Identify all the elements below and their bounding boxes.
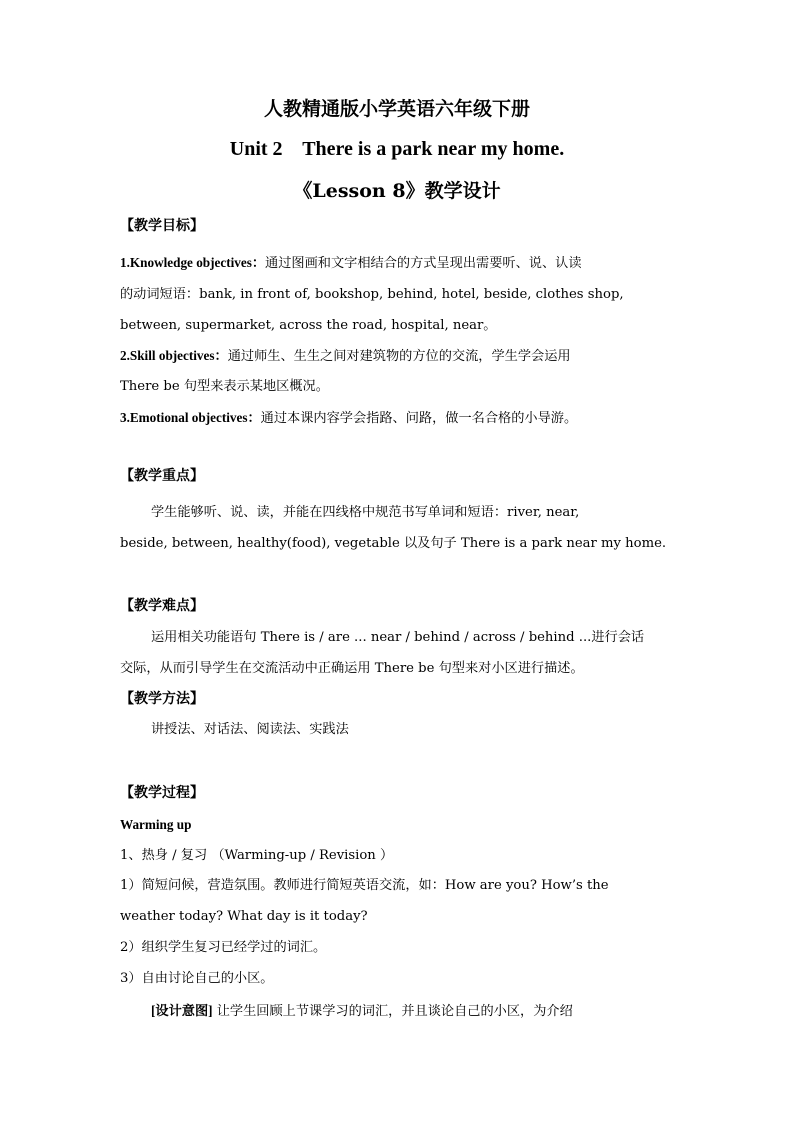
skill-objectives-line-2: There be 句型来表示某地区概况。	[120, 379, 329, 394]
unit-title: Unit 2 There is a park near my home.	[229, 138, 565, 160]
knowledge-objectives-text: 通过图画和文字相结合的方式呈现出需要听、说、认读	[265, 256, 582, 271]
process-item-3: 3）自由讨论自己的小区。	[120, 971, 274, 986]
section-heading-key-points: 【教学重点】	[120, 468, 204, 484]
design-intent-text: 让学生回顾上节课学习的词汇，并且谈论自己的小区，为介绍	[212, 1004, 573, 1019]
knowledge-objectives-line-3: between, supermarket, across the road, hospital, near。	[120, 318, 497, 333]
warming-up-heading: Warming up	[120, 817, 192, 832]
knowledge-objectives-label: 1.Knowledge objectives：	[120, 255, 266, 270]
document-title: 人教精通版小学英语六年级下册	[263, 98, 530, 120]
process-item-1-line-2: weather today? What day is it today?	[120, 909, 368, 924]
emotional-objectives-line	[120, 408, 680, 429]
process-step-1: 1、热身 / 复习 （Warming-up / Revision ）	[120, 848, 394, 863]
section-heading-difficulties: 【教学难点】	[120, 598, 204, 614]
difficulties-line-1: 运用相关功能语句 There is / are ... near / behind / across / behind ...进行会话	[151, 630, 645, 645]
section-heading-objectives: 【教学目标】	[120, 218, 204, 234]
skill-objectives-text: 通过师生、生生之间对建筑物的方位的交流，学生学会运用	[227, 349, 571, 364]
design-intent-label: [设计意图]	[151, 1003, 213, 1018]
emotional-objectives-label: 3.Emotional objectives：	[120, 410, 261, 425]
section-heading-methods: 【教学方法】	[120, 691, 204, 707]
process-item-2: 2）组织学生复习已经学过的词汇。	[120, 940, 327, 955]
lesson-title: 《Lesson 8》教学设计	[293, 180, 501, 202]
knowledge-objectives-line	[120, 253, 680, 274]
process-item-1-line-1: 1）简短问候，营造氛围。教师进行简短英语交流，如：How are you? How’s the	[120, 878, 609, 893]
methods-text: 讲授法、对话法、阅读法、实践法	[151, 722, 349, 737]
key-points-line-2: beside, between, healthy(food), vegetable 以及句子 There is a park near my home.	[120, 536, 667, 551]
difficulties-line-2: 交际，从而引导学生在交流活动中正确运用 There be 句型来对小区进行描述。	[120, 661, 584, 676]
skill-objectives-line	[120, 346, 680, 367]
section-heading-process: 【教学过程】	[120, 785, 204, 801]
skill-objectives-label: 2.Skill objectives：	[120, 348, 228, 363]
emotional-objectives-text: 通过本课内容学会指路、问路，做一名合格的小导游。	[260, 411, 578, 426]
key-points-line-1: 学生能够听、说、读，并能在四线格中规范书写单词和短语：river, near,	[151, 505, 580, 520]
design-intent-line	[151, 1001, 711, 1022]
knowledge-objectives-line-2: 的动词短语：bank, in front of, bookshop, behind, hotel, beside, clothes shop,	[120, 287, 624, 302]
